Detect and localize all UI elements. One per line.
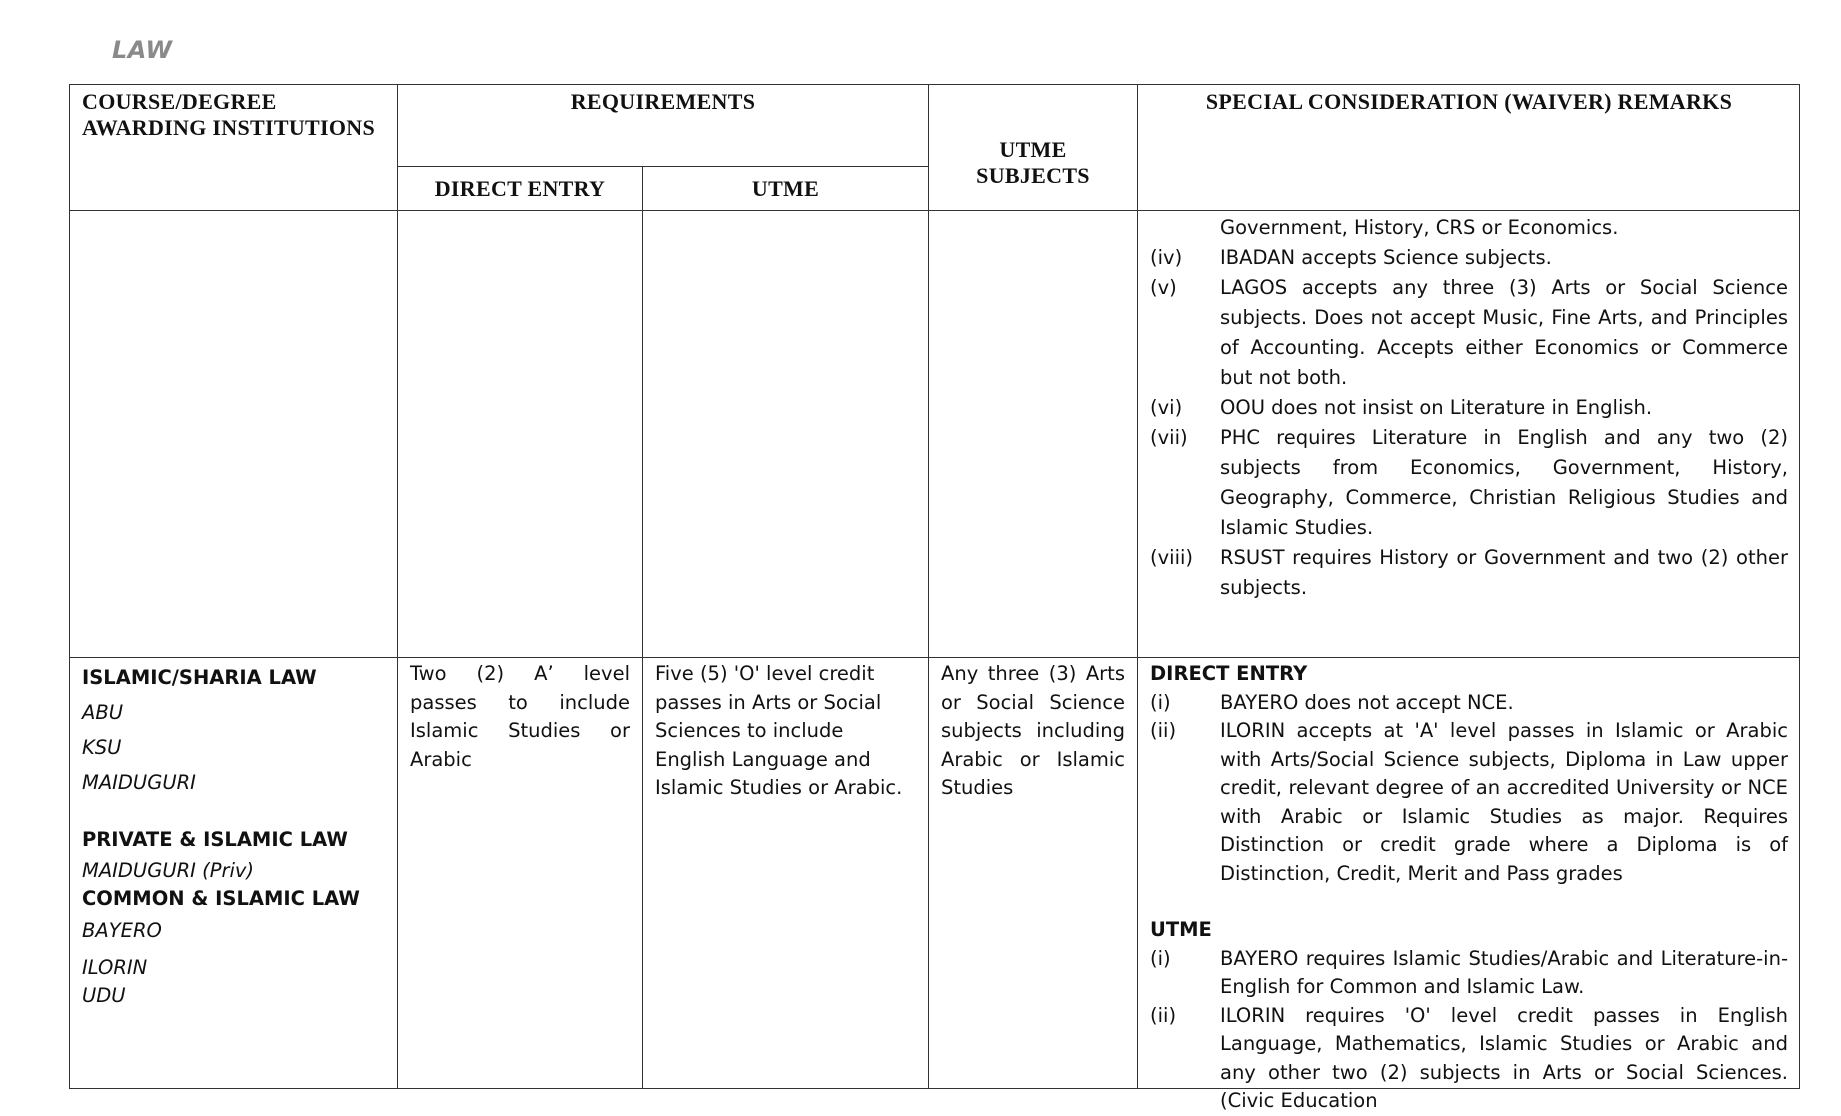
- remark-text: PHC requires Literature in English and any two (2) subjects from Economics, Government, History, Geography, Commerce, Christian Religious Studies and Islamic Studies.: [1220, 426, 1788, 539]
- remark-item: [1150, 423, 1788, 543]
- table-cell-empty: [928, 210, 1137, 657]
- header-special-consideration: SPECIAL CONSIDERATION (WAIVER) REMARKS: [1137, 84, 1800, 210]
- remarks-section-title: UTME: [1150, 918, 1212, 941]
- institution-name: MAIDUGURI: [82, 771, 196, 794]
- remark-item: [1150, 243, 1788, 273]
- admission-requirements-table: [69, 84, 1800, 1112]
- remark-number: (ii): [1150, 719, 1177, 742]
- remark-text: ILORIN requires 'O' level credit passes in English Language, Mathematics, Islamic Studies or Arabic and any other two (2) subjects in Arts or Social Sciences. (Civic Education: [1220, 1003, 1788, 1112]
- remark-item: [1150, 689, 1788, 718]
- table-cell-empty: [397, 210, 642, 657]
- institution-name: MAIDUGURI (Priv): [82, 859, 255, 882]
- table-cell-empty: [642, 210, 928, 657]
- remark-text: LAGOS accepts any three (3) Arts or Social Science subjects. Does not accept Music, Fine Arts, and Principles of Accounting. Accepts either Economics or Commerce but not both.: [1220, 276, 1788, 389]
- course-title: ISLAMIC/SHARIA LAW: [82, 666, 317, 689]
- remarks-cell: [1137, 657, 1800, 1112]
- remark-text: IBADAN accepts Science subjects.: [1220, 246, 1552, 269]
- table-cell-empty: [69, 210, 397, 657]
- direct-entry-cell: Two (2) A’ level passes to include Islamic Studies or Arabic: [397, 657, 642, 1089]
- institution-name: UDU: [82, 984, 126, 1007]
- remark-number: (vii): [1150, 426, 1188, 449]
- remark-number: (i): [1150, 946, 1171, 970]
- remark-number: (v): [1150, 276, 1177, 299]
- utme-cell: Five (5) 'O' level credit passes in Arts or Social Sciences to include English Language and Islamic Studies or Arabic.: [642, 657, 928, 1089]
- remark-item: [1150, 273, 1788, 393]
- page-header: LAW: [112, 36, 173, 64]
- remark-number: (viii): [1150, 546, 1194, 569]
- remark-number: (i): [1150, 690, 1171, 714]
- institution-name: KSU: [82, 736, 122, 759]
- remark-item: [1150, 1002, 1788, 1116]
- remark-number: (ii): [1150, 1003, 1177, 1027]
- remark-continuation-line: Government, History, CRS or Economics.: [1220, 216, 1619, 239]
- header-utme: UTME: [642, 166, 928, 210]
- remark-item: [1150, 543, 1788, 603]
- remark-item: [1150, 945, 1788, 1002]
- remarks-continuation: [1137, 210, 1800, 657]
- institution-name: BAYERO: [82, 919, 162, 942]
- remark-text: OOU does not insist on Literature in English.: [1220, 396, 1653, 419]
- remark-item: [1150, 393, 1788, 423]
- utme-subjects-cell: Any three (3) Arts or Social Science subjects including Arabic or Islamic Studies: [928, 657, 1137, 1089]
- course-title: PRIVATE & ISLAMIC LAW: [82, 828, 348, 851]
- remarks-section-title: DIRECT ENTRY: [1150, 662, 1308, 685]
- header-direct-entry: DIRECT ENTRY: [397, 166, 642, 210]
- header-course: COURSE/DEGREE AWARDING INSTITUTIONS: [69, 84, 397, 210]
- remark-text: BAYERO does not accept NCE.: [1220, 690, 1514, 714]
- remark-text: BAYERO requires Islamic Studies/Arabic and Literature-in-English for Common and Islamic Law.: [1220, 946, 1788, 998]
- remark-text: RSUST requires History or Government and two (2) other subjects.: [1220, 546, 1788, 599]
- institution-name: ILORIN: [82, 956, 148, 979]
- institutions-cell: [69, 657, 397, 1089]
- header-requirements: REQUIREMENTS: [397, 84, 928, 166]
- remark-number: (iv): [1150, 246, 1183, 269]
- remark-text: ILORIN accepts at 'A' level passes in Islamic or Arabic with Arts/Social Science subjects, Diploma in Law upper credit, relevant degree of an accredited University or NCE with Arabic or Islamic Studies as major. Requires Distinction or credit grade where a Diploma is of Distinction, Credit, Merit and Pass grades: [1220, 719, 1788, 885]
- institution-name: ABU: [82, 701, 123, 724]
- remark-number: (vi): [1150, 396, 1183, 419]
- remark-item: [1150, 717, 1788, 888]
- course-title: COMMON & ISLAMIC LAW: [82, 887, 360, 910]
- header-utme-subjects: UTME SUBJECTS: [928, 84, 1137, 210]
